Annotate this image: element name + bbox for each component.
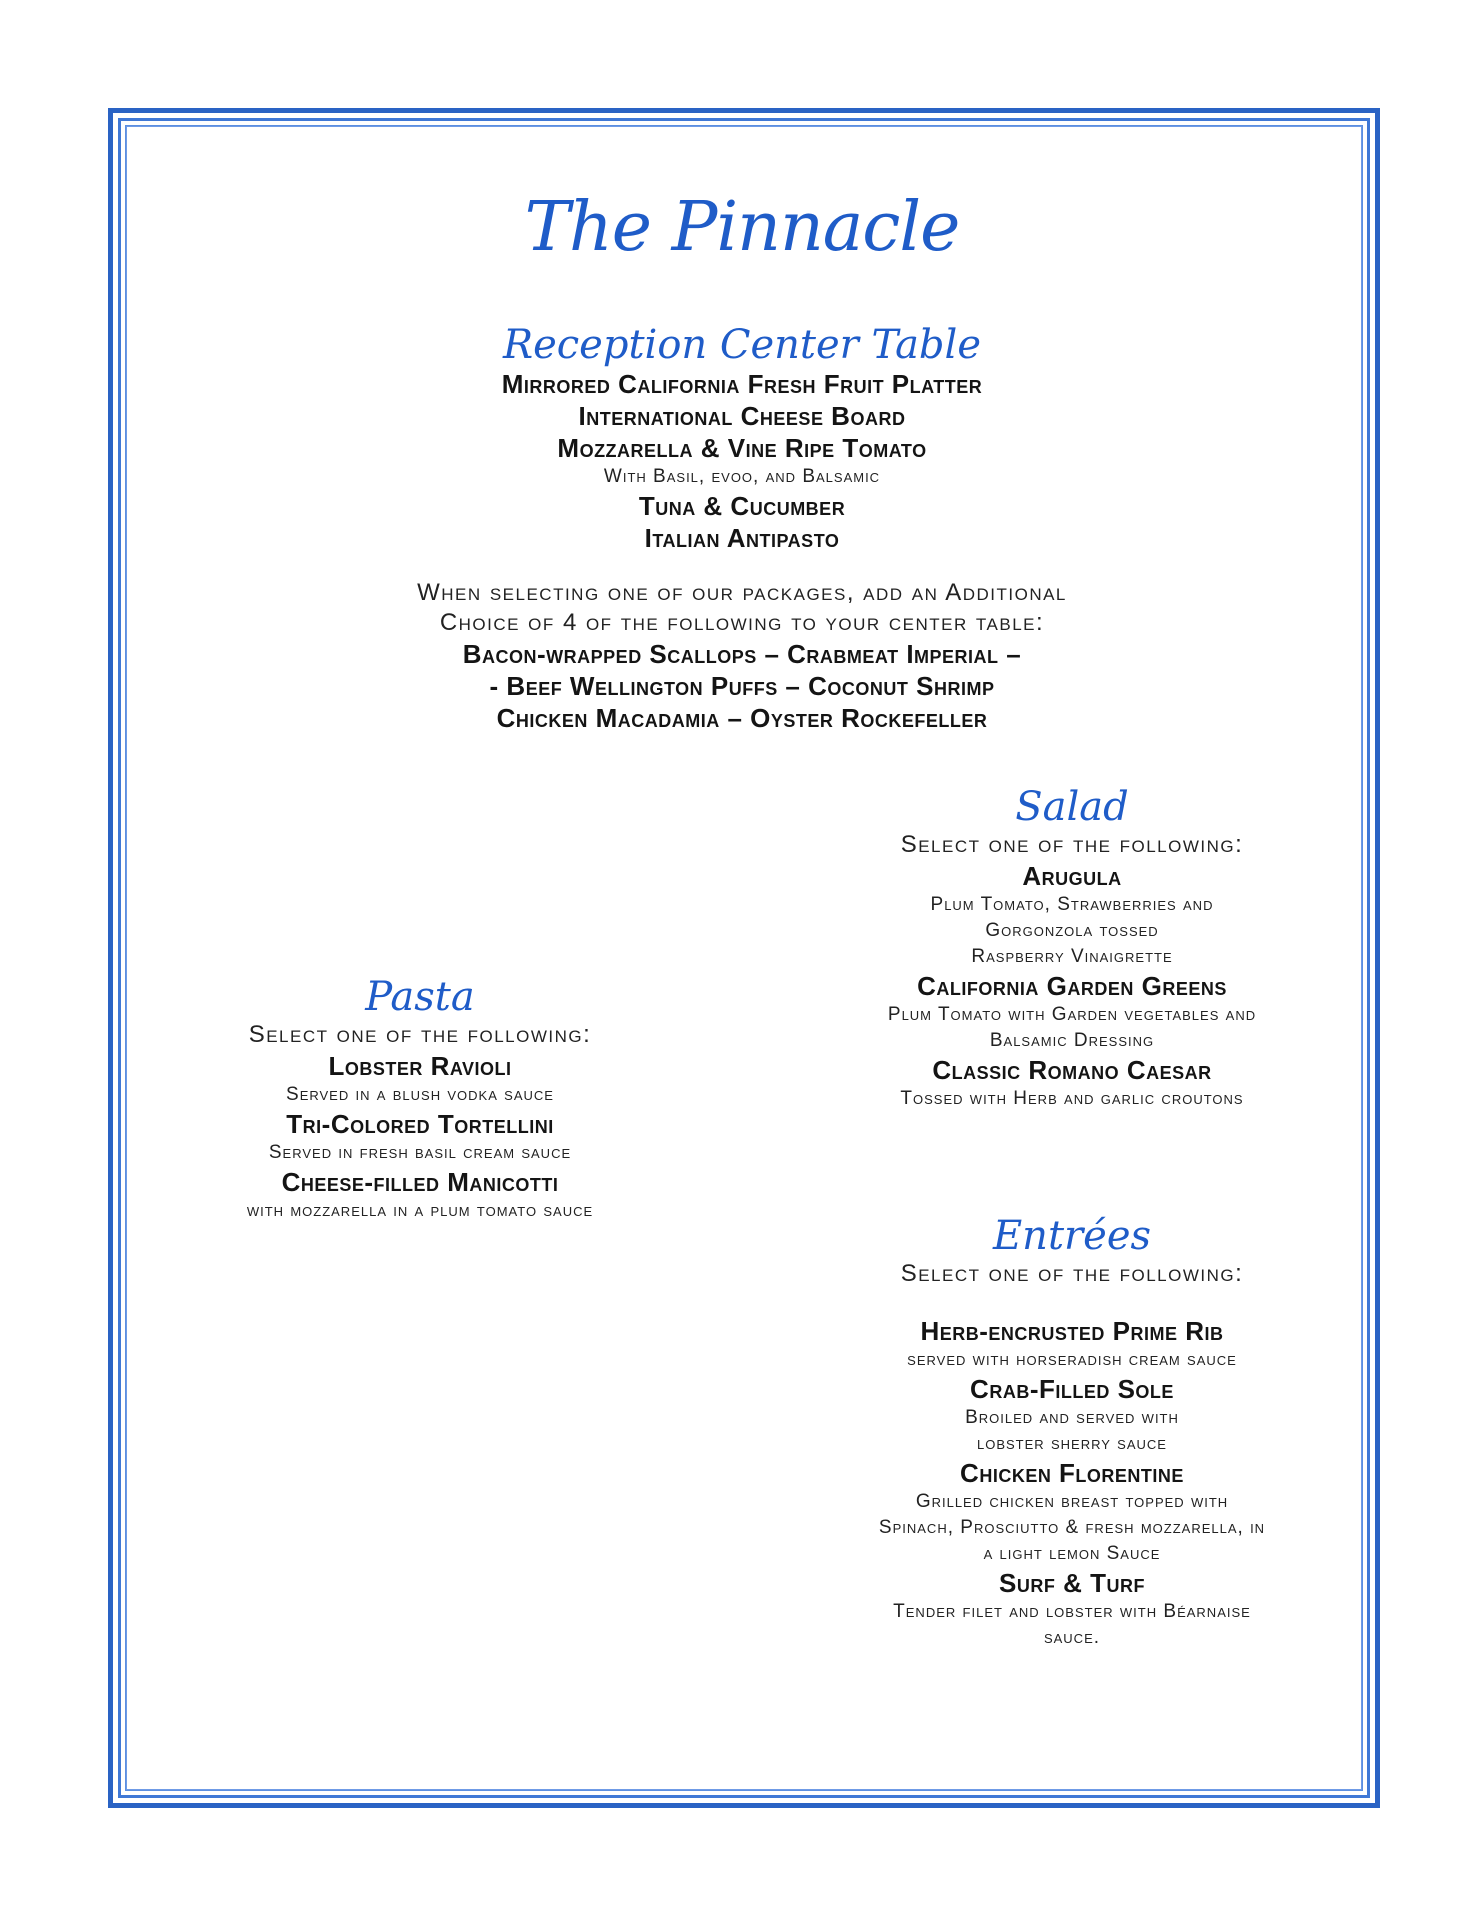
menu-item-desc: Tender filet and lobster with Béarnaise bbox=[893, 1601, 1251, 1622]
menu-item: Tri-Colored Tortellini bbox=[286, 1109, 554, 1139]
addon-note: When selecting one of our packages, add an Additional bbox=[417, 579, 1067, 606]
menu-item: California Garden Greens bbox=[917, 971, 1227, 1001]
menu-item: Mozzarella & Vine Ripe Tomato bbox=[557, 433, 927, 463]
entrees-section bbox=[772, 1213, 1372, 1651]
menu-item: International Cheese Board bbox=[578, 401, 906, 431]
menu-item: Herb-encrusted Prime Rib bbox=[920, 1316, 1224, 1346]
menu-item-desc: Plum Tomato, Strawberries and bbox=[930, 894, 1214, 915]
menu-item-desc: With Basil, evoo, and Balsamic bbox=[603, 466, 881, 487]
menu-item-desc: Raspberry Vinaigrette bbox=[971, 946, 1173, 967]
page-title: The Pinnacle bbox=[524, 188, 960, 267]
menu-item-desc: Balsamic Dressing bbox=[989, 1030, 1155, 1051]
menu-item: Italian Antipasto bbox=[644, 523, 840, 553]
select-note: Select one of the following: bbox=[900, 1260, 1244, 1287]
menu-item: Chicken Florentine bbox=[960, 1458, 1184, 1488]
menu-item-desc: Plum Tomato with Garden vegetables and bbox=[887, 1004, 1257, 1025]
select-note: Select one of the following: bbox=[900, 831, 1244, 858]
menu-item-desc: Grilled chicken breast topped with bbox=[915, 1491, 1229, 1512]
pasta-heading: Pasta bbox=[365, 974, 475, 1020]
salad-heading: Salad bbox=[1015, 784, 1129, 830]
menu-item-desc: Gorgonzola tossed bbox=[985, 920, 1159, 941]
menu-item-desc: served with horseradish cream sauce bbox=[907, 1349, 1237, 1370]
addon-items: Bacon-wrapped Scallops – Crabmeat Imperial – bbox=[462, 639, 1022, 669]
menu-item: Classic Romano Caesar bbox=[932, 1055, 1212, 1085]
menu-item: Cheese-filled Manicotti bbox=[281, 1167, 559, 1197]
menu-item-desc: Served in fresh basil cream sauce bbox=[268, 1142, 572, 1163]
menu-item: Surf & Turf bbox=[999, 1568, 1145, 1598]
menu-item: Arugula bbox=[1022, 861, 1122, 891]
menu-item: Crab-Filled Sole bbox=[970, 1374, 1174, 1404]
salad-section bbox=[772, 784, 1372, 1112]
menu-item: Tuna & Cucumber bbox=[638, 491, 846, 521]
addon-items: Chicken Macadamia – Oyster Rockefeller bbox=[496, 703, 988, 733]
menu-item-desc: Broiled and served with bbox=[965, 1407, 1179, 1428]
menu-item: Mirrored California Fresh Fruit Platter bbox=[501, 369, 983, 399]
entrees-heading: Entrées bbox=[992, 1213, 1152, 1259]
menu-item-desc: Served in a blush vodka sauce bbox=[286, 1084, 554, 1105]
addon-items: - Beef Wellington Puffs – Coconut Shrimp bbox=[489, 671, 995, 701]
menu-item-desc: lobster sherry sauce bbox=[977, 1433, 1167, 1454]
reception-heading: Reception Center Table bbox=[502, 322, 981, 368]
addon-note: Choice of 4 of the following to your center table: bbox=[439, 609, 1045, 636]
menu-item-desc: a light lemon Sauce bbox=[983, 1543, 1161, 1564]
menu-item-desc: Spinach, Prosciutto & fresh mozzarella, in bbox=[878, 1517, 1266, 1538]
menu-item-desc: Tossed with Herb and garlic croutons bbox=[900, 1088, 1244, 1109]
reception-section bbox=[0, 322, 1484, 734]
menu-item-desc: sauce. bbox=[1043, 1627, 1101, 1648]
menu-item-desc: with mozzarella in a plum tomato sauce bbox=[246, 1200, 594, 1221]
menu-item: Lobster Ravioli bbox=[328, 1051, 512, 1081]
select-note: Select one of the following: bbox=[248, 1021, 592, 1048]
pasta-section bbox=[130, 974, 710, 1224]
